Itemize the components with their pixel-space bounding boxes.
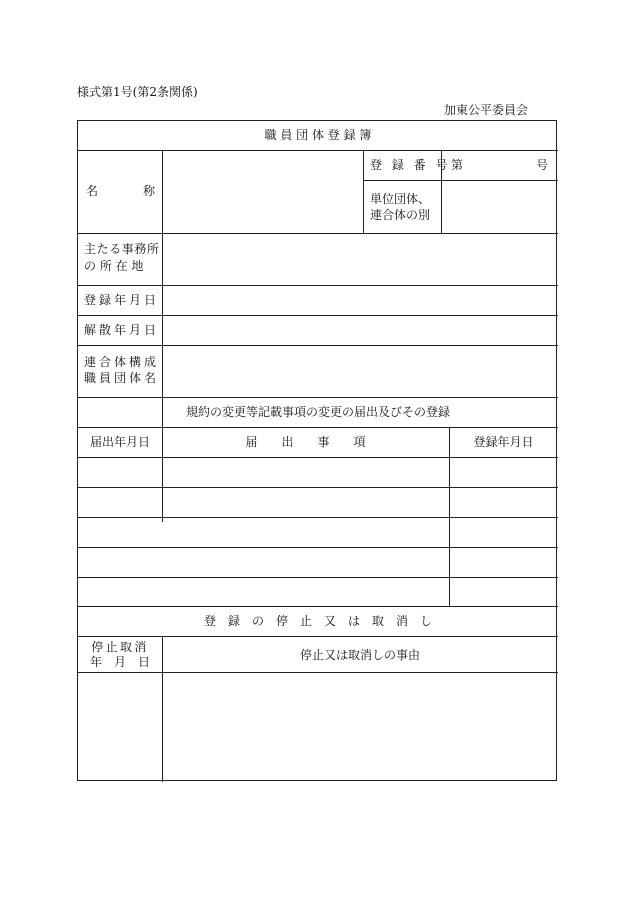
unit-type-label-line1: 単位団体、: [370, 192, 431, 206]
changes-column-header: 登録年月日: [473, 435, 534, 449]
registration-number-suffix: 号: [536, 158, 549, 172]
cancellation-section-heading: 登 録 の 停 止 又 は 取 消 し: [203, 614, 432, 628]
federation-label-line1: 連合体構成: [84, 355, 160, 369]
changes-row[interactable]: [78, 578, 558, 606]
name-label-left: 名: [86, 184, 99, 198]
changes-row[interactable]: [78, 518, 558, 547]
name-label-right: 称: [143, 184, 156, 198]
changes-row[interactable]: [78, 488, 558, 517]
unit-type-field[interactable]: [442, 181, 557, 233]
changes-column-header: 届 出 事 項: [245, 435, 366, 449]
registration-number-label: 登 録 番 号: [370, 158, 451, 172]
main-office-field[interactable]: [163, 234, 557, 284]
divider: [363, 150, 364, 233]
federation-label-line2: 職員団体名: [84, 371, 160, 385]
changes-row[interactable]: [78, 458, 558, 487]
registry-form: [77, 120, 557, 781]
divider: [78, 606, 558, 607]
name-field[interactable]: [163, 151, 363, 233]
changes-section-heading: 規約の変更等記載事項の変更の届出及びその登録: [185, 405, 450, 419]
cancellation-date-field[interactable]: [78, 673, 162, 780]
registration-number-field[interactable]: [468, 151, 528, 179]
unit-type-label-line2: 連合体の別: [370, 208, 431, 222]
divider: [78, 427, 558, 428]
form-number-label: 様式第1号(第2条関係): [77, 85, 198, 99]
registration-date-label: 登録年月日: [84, 293, 160, 307]
main-office-label-line2: の 所 在 地: [84, 259, 144, 273]
changes-column-header: 届出年月日: [89, 435, 150, 449]
federation-field[interactable]: [163, 346, 557, 396]
registration-number-prefix: 第: [451, 158, 464, 172]
changes-row[interactable]: [78, 548, 558, 577]
cancellation-date-label-line1: 停止取消: [91, 640, 149, 654]
cancellation-date-label-line2: 年 月 日: [89, 655, 150, 669]
dissolution-date-field[interactable]: [163, 316, 557, 344]
form-title: 職 員 団 体 登 録 簿: [264, 128, 372, 142]
organization-name: 加東公平委員会: [444, 103, 529, 117]
registration-date-field[interactable]: [163, 286, 557, 314]
cancellation-reason-label: 停止又は取消しの事由: [299, 648, 420, 662]
dissolution-date-label: 解散年月日: [84, 323, 160, 337]
main-office-label-line1: 主たる事務所: [84, 242, 160, 256]
divider: [78, 636, 558, 637]
divider: [78, 397, 558, 398]
cancellation-reason-field[interactable]: [163, 673, 557, 780]
